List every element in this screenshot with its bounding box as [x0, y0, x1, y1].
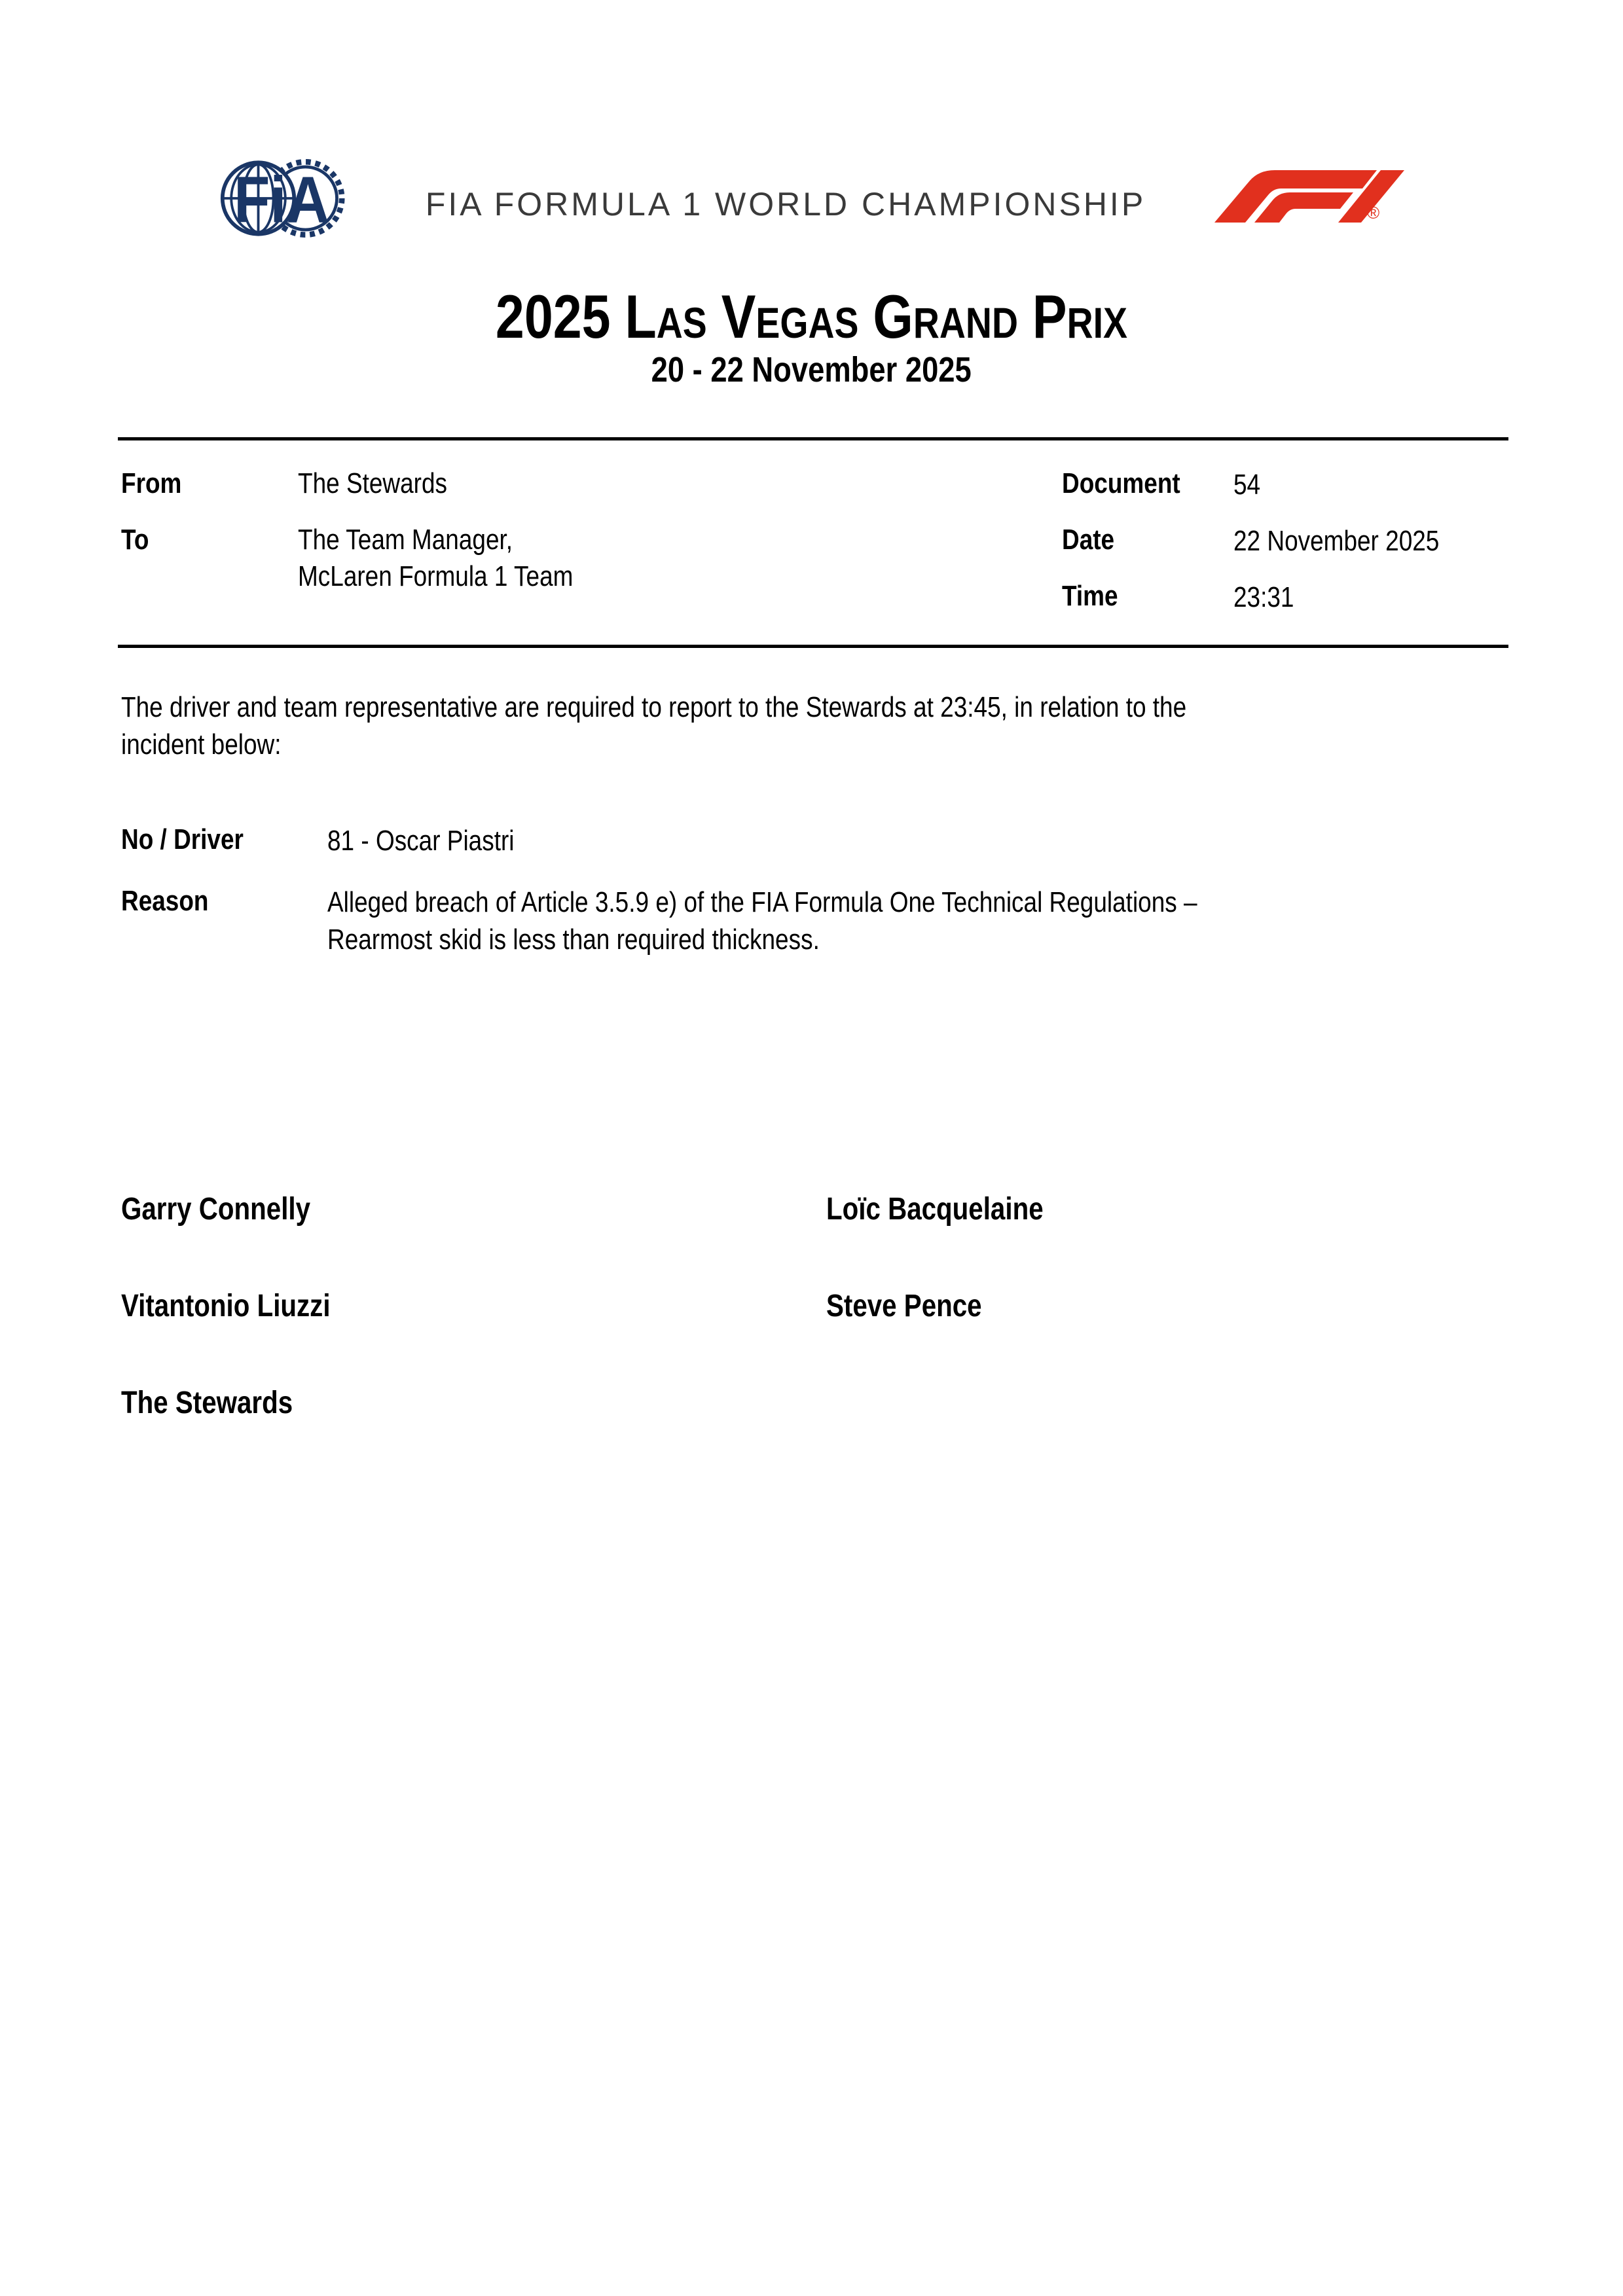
date-label: Date	[1062, 524, 1115, 556]
fia-logo	[219, 149, 345, 247]
time-value: 23:31	[1233, 581, 1294, 613]
summons-line-1: The driver and team representative are required to report to the Stewards at 23:45, in relation to the	[121, 691, 1187, 723]
event-dates	[0, 350, 1623, 390]
signature-steward-4: Steve Pence	[826, 1289, 982, 1323]
to-label: To	[121, 524, 149, 556]
to-value-line-2: McLaren Formula 1 Team	[298, 560, 574, 592]
signature-steward-3: Vitantonio Liuzzi	[121, 1289, 331, 1323]
fia-emblem-graphic	[219, 149, 345, 247]
divider-bottom	[118, 645, 1508, 648]
to-value-line-1: The Team Manager,	[298, 524, 513, 556]
fia-letters: FiA	[234, 164, 329, 237]
reason-label: Reason	[121, 885, 209, 917]
document-label: Document	[1062, 467, 1180, 499]
championship-title: FIA FORMULA 1 WORLD CHAMPIONSHIP	[425, 186, 1146, 223]
signature-the-stewards: The Stewards	[121, 1386, 293, 1420]
document-value: 54	[1233, 469, 1261, 501]
from-label: From	[121, 467, 182, 499]
signature-steward-2: Loïc Bacquelaine	[826, 1192, 1044, 1227]
no-driver-label: No / Driver	[121, 823, 244, 855]
event-title	[0, 281, 1623, 352]
event-dates-text: 20 - 22 November 2025	[651, 350, 972, 389]
from-value: The Stewards	[298, 467, 448, 499]
event-title-text: 2025 Las Vegas Grand Prix	[495, 282, 1128, 351]
signature-steward-1: Garry Connelly	[121, 1192, 311, 1227]
divider-top	[118, 437, 1508, 440]
time-label: Time	[1062, 580, 1118, 612]
registered-mark: ®	[1367, 203, 1380, 223]
reason-value-line-1: Alleged breach of Article 3.5.9 e) of the FIA Formula One Technical Regulations –	[327, 886, 1197, 918]
reason-value-line-2: Rearmost skid is less than required thickness.	[327, 924, 820, 956]
summons-line-2: incident below:	[121, 728, 282, 761]
date-value: 22 November 2025	[1233, 525, 1440, 557]
no-driver-value: 81 - Oscar Piastri	[327, 825, 515, 857]
